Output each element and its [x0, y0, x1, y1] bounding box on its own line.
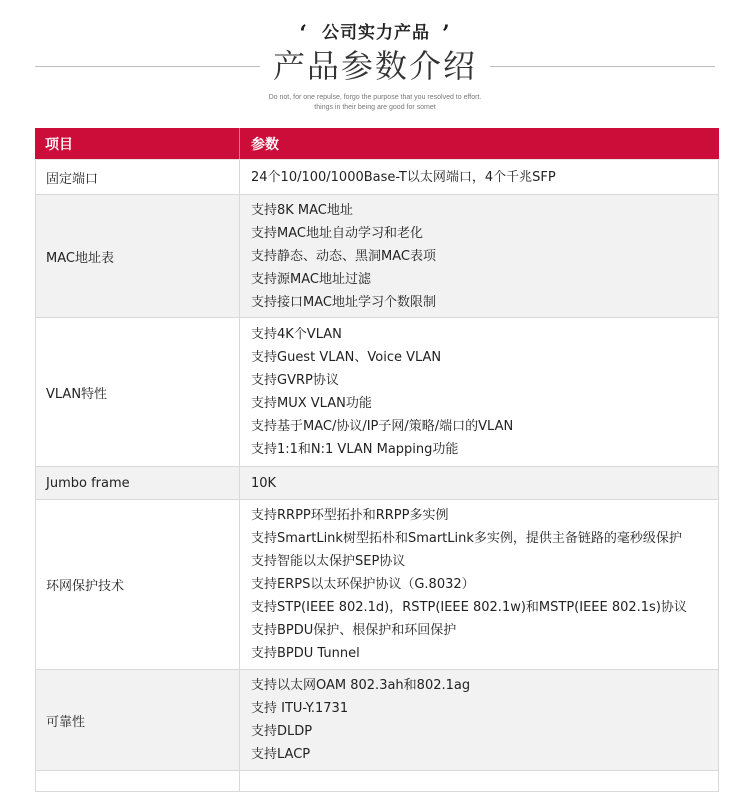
section-kicker [0, 18, 750, 47]
page-title: 产品参数介绍 [272, 47, 477, 85]
page-header [0, 0, 750, 128]
row-value: 支持MAC地址自动学习和老化 [251, 225, 423, 241]
tagline [0, 93, 750, 113]
column-header-params: 参数 [251, 136, 279, 153]
row-label: 可靠性 [36, 670, 240, 770]
row-value: 支持1:1和N:1 VLAN Mapping功能 [251, 442, 459, 457]
row-label: VLAN特性 [36, 318, 240, 466]
table-row [35, 500, 719, 670]
row-value: 支持GVRP协议 [251, 373, 339, 388]
title-row [0, 44, 750, 90]
row-value: 支持以太网OAM 802.3ah和802.1ag [251, 678, 471, 693]
tagline-line-1: Do not, for one repulse, forgo the purpose that you resolved to effort. [268, 94, 482, 101]
table-row [35, 195, 719, 318]
row-value: 支持Guest VLAN、Voice VLAN [251, 350, 442, 365]
open-quote-mark: ‘ [299, 21, 308, 47]
table-row [35, 467, 719, 500]
row-value: 支持MUX VLAN功能 [251, 396, 372, 411]
row-value: 支持4K个VLAN [251, 327, 342, 342]
row-value: 支持BPDU保护、根保护和环回保护 [251, 623, 457, 638]
row-value: 支持ERPS以太环保护协议（G.8032） [251, 577, 475, 592]
row-value: 支持DLDP [251, 724, 313, 739]
row-label-empty [36, 771, 240, 791]
row-value: 支持SmartLink树型拓朴和SmartLink多实例，提供主备链路的毫秒级保护 [251, 531, 682, 546]
tagline-line-2: things in their being are good for somet [314, 104, 436, 111]
row-value: 支持 ITU-Y.1731 [251, 701, 349, 716]
kicker-text: 公司实力产品 [322, 23, 430, 43]
row-value: 支持BPDU Tunnel [251, 646, 360, 661]
row-value: 支持RRPP环型拓扑和RRPP多实例 [251, 508, 449, 523]
row-value: 支持源MAC地址过滤 [251, 271, 371, 287]
row-values [240, 160, 718, 194]
row-values [240, 670, 718, 770]
row-value: 支持STP(IEEE 802.1d)，RSTP(IEEE 802.1w)和MSTP(IEEE 802.1s)协议 [251, 600, 687, 615]
row-label: MAC地址表 [36, 195, 240, 317]
row-value: 支持基于MAC/协议/IP子网/策略/端口的VLAN [251, 419, 514, 434]
row-values-empty [240, 771, 718, 791]
close-quote-mark: ’ [442, 21, 451, 47]
row-value: 10K [251, 475, 277, 491]
table-row [35, 160, 719, 195]
row-values [240, 500, 718, 669]
row-label: Jumbo frame [36, 467, 240, 499]
row-value: 支持8K MAC地址 [251, 202, 353, 218]
column-header-item: 项目 [35, 128, 240, 159]
row-value: 支持LACP [251, 747, 311, 762]
table-header [35, 128, 719, 160]
row-label: 固定端口 [36, 160, 240, 194]
row-value: 24个10/100/1000Base-T以太网端口，4个千兆SFP [251, 169, 556, 185]
row-value: 支持智能以太保护SEP协议 [251, 554, 406, 569]
row-value: 支持接口MAC地址学习个数限制 [251, 294, 436, 310]
row-value: 支持静态、动态、黑洞MAC表项 [251, 248, 436, 264]
table-row [35, 670, 719, 771]
table-row-partial [35, 771, 719, 792]
row-values [240, 195, 718, 317]
table-row [35, 318, 719, 467]
row-values [240, 467, 718, 499]
row-values [240, 318, 718, 466]
spec-table [35, 128, 719, 792]
row-label: 环网保护技术 [36, 500, 240, 669]
